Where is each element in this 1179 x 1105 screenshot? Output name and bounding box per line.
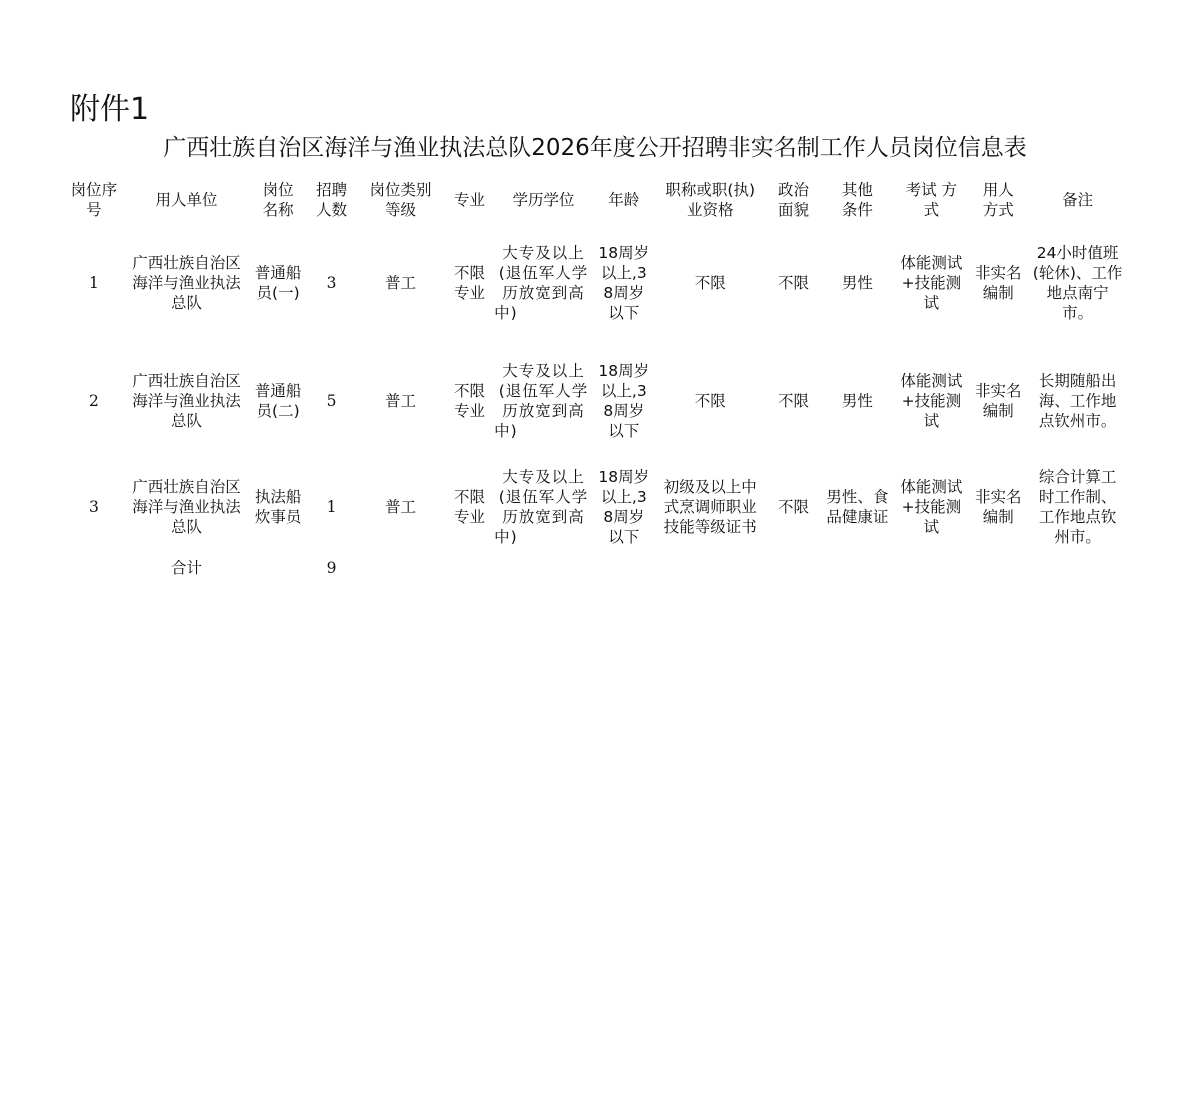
table-header-row bbox=[62, 176, 1126, 224]
cell-count: 1 bbox=[326, 498, 337, 516]
header-major: 专业 bbox=[453, 191, 485, 209]
document-title: 广西壮族自治区海洋与渔业执法总队2026年度公开招聘非实名制工作人员岗位信息表 bbox=[163, 135, 1027, 161]
cell-qualification: 不限 bbox=[694, 274, 726, 292]
cell-age: 18周岁以上,38周岁以下 bbox=[598, 468, 650, 546]
cell-education: 大专及以上(退伍军人学历放宽到高中) bbox=[494, 244, 589, 322]
cell-education: 大专及以上(退伍军人学历放宽到高中) bbox=[494, 468, 589, 546]
cell-count: 3 bbox=[326, 274, 337, 292]
cell-count: 5 bbox=[326, 392, 337, 410]
header-remarks: 备注 bbox=[1062, 191, 1094, 209]
cell-other: 男性 bbox=[841, 392, 873, 410]
cell-unit: 广西壮族自治区海洋与渔业执法总队 bbox=[132, 254, 241, 312]
header-education: 学历学位 bbox=[512, 191, 575, 209]
cell-category: 普工 bbox=[385, 392, 417, 410]
cell-employment: 非实名编制 bbox=[975, 382, 1022, 420]
cell-political: 不限 bbox=[778, 392, 810, 410]
cell-post-name: 执法船炊事员 bbox=[254, 488, 302, 526]
cell-other: 男性、食品健康证 bbox=[826, 488, 889, 526]
cell-employment: 非实名编制 bbox=[975, 264, 1022, 302]
header-other: 其他条件 bbox=[841, 181, 873, 219]
header-count: 招聘人数 bbox=[316, 181, 348, 219]
cell-political: 不限 bbox=[778, 498, 810, 516]
header-age: 年龄 bbox=[608, 191, 640, 209]
table-row bbox=[62, 224, 1126, 342]
header-political: 政治面貌 bbox=[778, 181, 810, 219]
cell-seq: 2 bbox=[88, 392, 99, 410]
cell-exam: 体能测试+技能测试 bbox=[900, 478, 963, 536]
header-category: 岗位类别等级 bbox=[369, 181, 432, 219]
cell-remarks: 24小时值班(轮休)、工作地点南宁市。 bbox=[1032, 244, 1123, 322]
cell-qualification: 初级及以上中式烹调师职业技能等级证书 bbox=[663, 478, 757, 536]
cell-unit: 广西壮族自治区海洋与渔业执法总队 bbox=[132, 478, 241, 536]
header-qualification: 职称或职(执)业资格 bbox=[665, 181, 756, 219]
cell-unit: 广西壮族自治区海洋与渔业执法总队 bbox=[132, 372, 241, 430]
cell-exam: 体能测试+技能测试 bbox=[900, 372, 963, 430]
header-seq: 岗位序号 bbox=[70, 181, 118, 219]
cell-age: 18周岁以上,38周岁以下 bbox=[598, 244, 650, 322]
cell-category: 普工 bbox=[385, 498, 417, 516]
cell-major: 不限专业 bbox=[453, 264, 485, 302]
cell-post-name: 普通船员(一) bbox=[254, 264, 302, 302]
total-row bbox=[62, 554, 1126, 582]
cell-post-name: 普通船员(二) bbox=[254, 382, 302, 420]
total-count: 9 bbox=[326, 559, 337, 577]
table-row bbox=[62, 342, 1126, 460]
header-exam: 考试 方式 bbox=[905, 181, 958, 219]
table-row bbox=[62, 460, 1126, 554]
cell-other: 男性 bbox=[841, 274, 873, 292]
cell-political: 不限 bbox=[778, 274, 810, 292]
cell-remarks: 长期随船出海、工作地点钦州市。 bbox=[1038, 372, 1117, 430]
header-unit: 用人单位 bbox=[155, 191, 218, 209]
cell-seq: 1 bbox=[88, 274, 99, 292]
positions-table bbox=[62, 176, 1126, 582]
cell-seq: 3 bbox=[88, 498, 99, 516]
cell-major: 不限专业 bbox=[453, 488, 485, 526]
cell-category: 普工 bbox=[385, 274, 417, 292]
total-label: 合计 bbox=[171, 559, 203, 577]
cell-age: 18周岁以上,38周岁以下 bbox=[598, 362, 650, 440]
cell-qualification: 不限 bbox=[694, 392, 726, 410]
cell-education: 大专及以上(退伍军人学历放宽到高中) bbox=[494, 362, 589, 440]
cell-remarks: 综合计算工时工作制、工作地点钦州市。 bbox=[1038, 468, 1117, 546]
cell-exam: 体能测试+技能测试 bbox=[900, 254, 963, 312]
attachment-label: 附件1 bbox=[70, 92, 150, 127]
header-post-name: 岗位名称 bbox=[262, 181, 294, 219]
cell-major: 不限专业 bbox=[453, 382, 485, 420]
cell-employment: 非实名编制 bbox=[975, 488, 1022, 526]
header-employment: 用人方式 bbox=[982, 181, 1014, 219]
